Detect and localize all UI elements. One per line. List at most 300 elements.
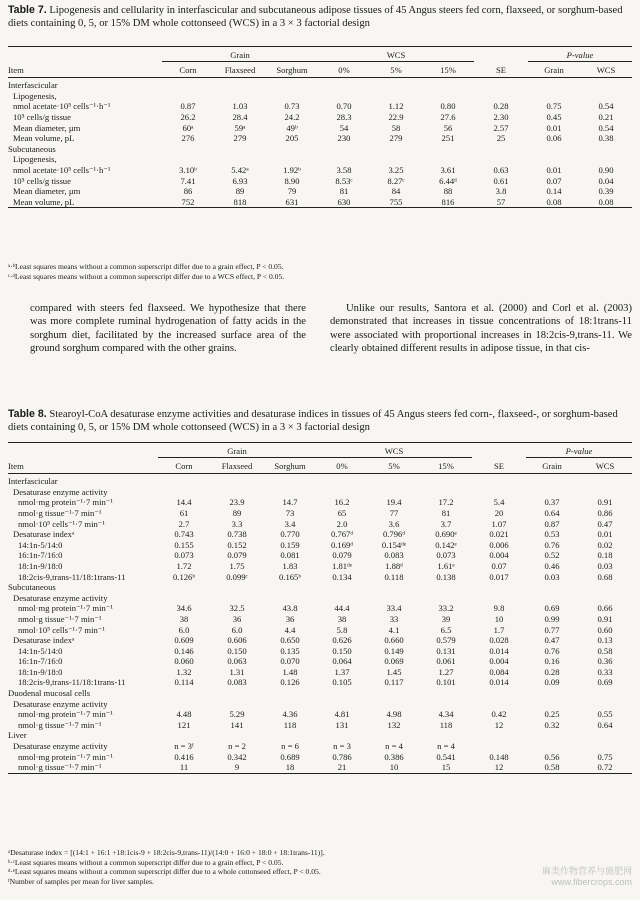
- cell-value: 118: [439, 719, 453, 730]
- cell-value: 0.21: [598, 111, 614, 122]
- cell-value: 0.150: [332, 645, 352, 656]
- cell-value: [318, 78, 370, 91]
- cell-value: [474, 78, 528, 91]
- cell-value: 58: [391, 122, 401, 133]
- group-header-wcs: WCS: [318, 47, 474, 62]
- cell-value: 0.68: [597, 571, 613, 582]
- cell-value: 0.099ᶜ: [226, 571, 248, 582]
- row-label: nmol·g tissue⁻¹·7 min⁻¹: [18, 507, 102, 518]
- cell-value: 4.1: [388, 624, 400, 635]
- cell-value: 630: [318, 197, 370, 208]
- cell-value: 132: [387, 719, 401, 730]
- group-header-blank: [474, 47, 528, 62]
- row-label: Subcutaneous: [8, 582, 56, 593]
- cell-value: 0.117: [384, 677, 404, 688]
- cell-value: 59ᵃ: [234, 122, 246, 133]
- cell-value: 8.27ᶜ: [387, 175, 405, 186]
- cell-value: [526, 474, 578, 487]
- cell-value: 0.150: [227, 645, 247, 656]
- cell-value: 1.07: [491, 518, 507, 529]
- cell-value: 1.27: [438, 666, 454, 677]
- cell-value: 3.25: [388, 164, 404, 175]
- cell-value: [526, 593, 578, 604]
- cell-value: 0.609: [174, 635, 194, 646]
- group-header-wcs: WCS: [316, 443, 472, 458]
- row-label: Mean diameter, µm: [13, 122, 81, 133]
- cell-value: 0.660: [384, 635, 404, 646]
- cell-value: 38: [337, 613, 347, 624]
- cell-value: 0.53: [544, 529, 560, 540]
- cell-value: [526, 730, 578, 741]
- cell-value: 77: [389, 507, 399, 518]
- table-row: [8, 614, 632, 625]
- cell-value: [210, 593, 264, 604]
- table-row: [8, 186, 632, 197]
- cell-value: 3.3: [231, 518, 243, 529]
- cell-value: 0.87: [180, 101, 196, 112]
- row-label: Liver: [8, 730, 27, 741]
- cell-value: 818: [214, 197, 266, 208]
- cell-value: 15: [420, 762, 472, 773]
- cell-value: 9.8: [493, 603, 505, 614]
- watermark-line-2: www.fibercrops.com: [551, 877, 632, 887]
- cell-value: 0.626: [332, 635, 352, 646]
- cell-value: 0.021: [489, 529, 509, 540]
- section-row: [8, 154, 632, 165]
- cell-value: 0.47: [597, 518, 613, 529]
- cell-value: 0.08: [528, 197, 580, 208]
- cell-value: [316, 487, 368, 498]
- cell-value: 0.014: [489, 645, 509, 656]
- cell-value: 3.4: [284, 518, 296, 529]
- row-label: nmol·10⁵ cells⁻¹·7 min⁻¹: [18, 518, 105, 529]
- table-row: [8, 519, 632, 530]
- table-row: [8, 176, 632, 187]
- cell-value: 1.81ᵈᵉ: [332, 560, 352, 571]
- cell-value: [526, 688, 578, 699]
- table-row: [8, 741, 632, 752]
- row-label: 18:2cis-9,trans-11/18:1trans-11: [18, 677, 126, 688]
- cell-value: [580, 91, 632, 102]
- cell-value: 251: [441, 133, 455, 144]
- cell-value: [210, 474, 264, 487]
- cell-value: [578, 593, 632, 604]
- cell-value: 1.61ᵉ: [437, 560, 455, 571]
- cell-value: [264, 730, 316, 741]
- row-label: nmol·10⁵ cells⁻¹·7 min⁻¹: [18, 624, 105, 635]
- cell-value: 3.8: [495, 186, 507, 197]
- cell-value: [316, 474, 368, 487]
- column-header-row: [8, 457, 632, 474]
- cell-value: [526, 699, 578, 710]
- cell-value: [528, 91, 580, 102]
- cell-value: [210, 582, 264, 593]
- table7-label: Table 7.: [8, 4, 47, 16]
- cell-value: [318, 91, 370, 102]
- column-header: WCS: [580, 61, 632, 78]
- row-label: nmol acetate·10⁵ cells⁻¹·h⁻¹: [13, 101, 111, 112]
- cell-value: [578, 741, 632, 752]
- cell-value: 0.134: [332, 571, 352, 582]
- cell-value: 755: [370, 197, 422, 208]
- cell-value: 4.34: [438, 709, 454, 720]
- table-row: [8, 561, 632, 572]
- cell-value: 0.079: [332, 550, 352, 561]
- cell-value: 0.796ᵈ: [382, 529, 405, 540]
- group-header-blank: [8, 47, 162, 62]
- cell-value: 631: [266, 197, 318, 208]
- cell-value: 33.4: [386, 603, 402, 614]
- cell-value: 0.146: [174, 645, 194, 656]
- column-header: 5%: [370, 61, 422, 78]
- cell-value: 0.028: [489, 635, 509, 646]
- cell-value: 0.69: [597, 677, 613, 688]
- cell-value: 0.01: [546, 122, 562, 133]
- cell-value: 0.416: [174, 751, 194, 762]
- cell-value: 25: [496, 133, 506, 144]
- cell-value: 0.154ᵈᵉ: [381, 539, 407, 550]
- cell-value: 0.061: [436, 656, 456, 667]
- cell-value: [162, 91, 214, 102]
- cell-value: 0.004: [489, 550, 509, 561]
- cell-value: 3.10ᵇ: [179, 164, 197, 175]
- cell-value: 0.90: [598, 164, 614, 175]
- cell-value: 121: [177, 719, 191, 730]
- cell-value: 32.5: [229, 603, 245, 614]
- cell-value: 6.93: [232, 175, 248, 186]
- table-row: [8, 656, 632, 667]
- cell-value: 34.6: [176, 603, 192, 614]
- cell-value: [578, 730, 632, 741]
- cell-value: [264, 487, 316, 498]
- table8-caption-text: Stearoyl-CoA desaturase enzyme activities and desaturase indices in tissues of 45 Angus steers fed corn-, flaxseed-, or sorghum-based diets containing 0, 5, or 15% DM whole cottonseed (WCS) in a 3 × 3 factorial design: [8, 409, 618, 433]
- cell-value: 205: [285, 133, 299, 144]
- table-row: [8, 123, 632, 134]
- cell-value: [214, 91, 266, 102]
- cell-value: 36: [285, 613, 295, 624]
- cell-value: [528, 78, 580, 91]
- cell-value: 65: [337, 507, 347, 518]
- cell-value: [368, 730, 420, 741]
- cell-value: [214, 154, 266, 165]
- row-label: Lipogenesis,: [13, 154, 57, 165]
- cell-value: 0.54: [598, 122, 614, 133]
- row-label: 18:2cis-9,trans-11/18:1trans-11: [18, 571, 126, 582]
- cell-value: 0.014: [489, 677, 509, 688]
- row-label: Mean diameter, µm: [13, 186, 81, 197]
- cell-value: [214, 78, 266, 91]
- cell-value: [420, 730, 472, 741]
- footnote: ᵃ·ᵇLeast squares means without a common superscript differ due to a grain effect, P < 0.05.: [8, 262, 284, 271]
- cell-value: 0.650: [280, 635, 300, 646]
- row-label: Mean volume, pL: [8, 197, 162, 208]
- cell-value: [266, 78, 318, 91]
- cell-value: [162, 144, 214, 155]
- cell-value: 0.006: [489, 539, 509, 550]
- cell-value: 141: [230, 719, 244, 730]
- group-header-row: [8, 47, 632, 62]
- cell-value: 0.02: [597, 539, 613, 550]
- cell-value: [474, 144, 528, 155]
- cell-value: 20: [494, 507, 504, 518]
- cell-value: 0.03: [597, 560, 613, 571]
- cell-value: 0.25: [544, 709, 560, 720]
- cell-value: [472, 582, 526, 593]
- cell-value: 0.16: [544, 656, 560, 667]
- section-row: [8, 474, 632, 487]
- cell-value: n = 3: [333, 741, 351, 752]
- cell-value: 89: [235, 186, 245, 197]
- row-label: Interfascicular: [8, 476, 58, 487]
- cell-value: 0.159: [280, 539, 300, 550]
- cell-value: 0.58: [597, 645, 613, 656]
- cell-value: [368, 688, 420, 699]
- row-label: 16:1n-7/16:0: [18, 656, 63, 667]
- cell-value: [578, 688, 632, 699]
- cell-value: 0.770: [280, 529, 300, 540]
- cell-value: 9: [210, 762, 264, 773]
- column-header: 0%: [318, 61, 370, 78]
- cell-value: 0.76: [544, 645, 560, 656]
- cell-value: 0.101: [436, 677, 456, 688]
- row-label: Desaturase enzyme activity: [13, 486, 108, 497]
- table-row: [8, 529, 632, 540]
- cell-value: n = 4: [437, 741, 455, 752]
- cell-value: 81: [339, 186, 349, 197]
- cell-value: 28.3: [336, 111, 352, 122]
- table-row: [8, 646, 632, 657]
- cell-value: 0.743: [174, 529, 194, 540]
- column-header: Item: [8, 457, 158, 474]
- cell-value: 0.579: [436, 635, 456, 646]
- cell-value: 0.165ᵇ: [279, 571, 301, 582]
- cell-value: 0.13: [597, 635, 613, 646]
- cell-value: [266, 154, 318, 165]
- cell-value: 0.689: [280, 751, 300, 762]
- cell-value: 0.169ᵈ: [330, 539, 353, 550]
- row-label: nmol·g tissue⁻¹·7 min⁻¹: [18, 613, 102, 624]
- column-header-row: [8, 61, 632, 78]
- cell-value: [316, 582, 368, 593]
- cell-value: 33: [389, 613, 399, 624]
- section-row: [8, 730, 632, 741]
- cell-value: 3.6: [388, 518, 400, 529]
- table7-caption: [8, 4, 632, 30]
- cell-value: 0.083: [227, 677, 247, 688]
- table-row: [8, 677, 632, 688]
- cell-value: 0.45: [546, 111, 562, 122]
- cell-value: 0.07: [491, 560, 507, 571]
- row-label: nmol acetate·10⁵ cells⁻¹·h⁻¹: [13, 164, 111, 175]
- cell-value: 22.9: [388, 111, 404, 122]
- row-label: 16:1n-7/16:0: [18, 550, 63, 561]
- body-text-left: compared with steers fed flaxseed. We hypothesize that there was more complete ruminal hydrogenation of fatty acids in the sorghum diet, facilitated by the increased surface area of the ground sorghum compared with the other grains.: [30, 303, 306, 355]
- cell-value: 0.28: [544, 666, 560, 677]
- table-row: [8, 550, 632, 561]
- cell-value: 0.073: [174, 550, 194, 561]
- section-row: [8, 582, 632, 593]
- watermark: [542, 866, 632, 888]
- table-row: [8, 497, 632, 508]
- cell-value: 6.0: [178, 624, 190, 635]
- cell-value: 38: [179, 613, 189, 624]
- cell-value: [264, 699, 316, 710]
- cell-value: 2.7: [178, 518, 190, 529]
- cell-value: [420, 474, 472, 487]
- column-header: Flaxseed: [210, 457, 264, 474]
- table-row: [8, 165, 632, 176]
- group-header-pvalue: P-value: [528, 47, 632, 62]
- row-label: nmol·g tissue⁻¹·7 min⁻¹: [18, 719, 102, 730]
- row-label: nmol·mg protein⁻¹·7 min⁻¹: [18, 603, 113, 614]
- cell-value: 36: [232, 613, 242, 624]
- cell-value: [264, 593, 316, 604]
- cell-value: [264, 582, 316, 593]
- cell-value: 0.36: [597, 656, 613, 667]
- cell-value: [472, 593, 526, 604]
- cell-value: 0.690ᵉ: [435, 529, 457, 540]
- table-row: [8, 762, 632, 773]
- cell-value: 1.7: [493, 624, 505, 635]
- cell-value: 0.767ᵈ: [330, 529, 353, 540]
- cell-value: [316, 730, 368, 741]
- cell-value: 10: [368, 762, 420, 773]
- cell-value: [422, 154, 474, 165]
- cell-value: [316, 593, 368, 604]
- cell-value: n = 4: [385, 741, 403, 752]
- table-row: [8, 572, 632, 583]
- cell-value: 0.69: [544, 603, 560, 614]
- cell-value: 1.32: [176, 666, 192, 677]
- cell-value: [210, 699, 264, 710]
- cell-value: 8.53ᶜ: [335, 175, 353, 186]
- cell-value: [214, 144, 266, 155]
- cell-value: 1.12: [388, 101, 404, 112]
- cell-value: [420, 699, 472, 710]
- cell-value: 0.86: [597, 507, 613, 518]
- row-label: 14:1n-5/14:0: [18, 645, 63, 656]
- cell-value: 0.87: [544, 518, 560, 529]
- cell-value: 0.01: [546, 164, 562, 175]
- cell-value: 0.155: [174, 539, 194, 550]
- section-row: [8, 699, 632, 710]
- cell-value: [158, 593, 210, 604]
- group-header-grain: Grain: [162, 47, 318, 62]
- cell-value: [580, 154, 632, 165]
- cell-value: 0.28: [493, 101, 509, 112]
- cell-value: 752: [162, 197, 214, 208]
- section-row: [8, 144, 632, 155]
- cell-value: [264, 474, 316, 487]
- row-label: Interfascicular: [8, 80, 58, 91]
- row-label: 10⁵ cells/g tissue: [13, 175, 71, 186]
- cell-value: 3.58: [336, 164, 352, 175]
- cell-value: 84: [391, 186, 401, 197]
- cell-value: [472, 474, 526, 487]
- cell-value: 4.48: [176, 709, 192, 720]
- footnote: ᶠNumber of samples per mean for liver samples.: [8, 876, 154, 886]
- cell-value: [422, 144, 474, 155]
- cell-value: 12: [472, 762, 526, 773]
- cell-value: [526, 582, 578, 593]
- cell-value: 14.7: [282, 497, 298, 508]
- cell-value: 79: [287, 186, 297, 197]
- cell-value: 0.73: [284, 101, 300, 112]
- cell-value: [420, 487, 472, 498]
- cell-value: 0.135: [280, 645, 300, 656]
- table-row: [8, 603, 632, 614]
- cell-value: 0.64: [597, 719, 613, 730]
- cell-value: 0.131: [436, 645, 456, 656]
- cell-value: 1.45: [386, 666, 402, 677]
- cell-value: [578, 474, 632, 487]
- cell-value: 10: [494, 613, 504, 624]
- section-row: [8, 593, 632, 604]
- cell-value: 16.2: [334, 497, 350, 508]
- column-header: Flaxseed: [214, 61, 266, 78]
- cell-value: 49ᵇ: [286, 122, 298, 133]
- cell-value: [472, 730, 526, 741]
- cell-value: 27.6: [440, 111, 456, 122]
- cell-value: 0.06: [546, 133, 562, 144]
- table-row: [8, 112, 632, 123]
- cell-value: 0.138: [436, 571, 456, 582]
- cell-value: 89: [232, 507, 242, 518]
- column-header: Item: [8, 61, 162, 78]
- cell-value: 0.42: [491, 709, 507, 720]
- cell-value: 0.66: [597, 603, 613, 614]
- cell-value: 0.60: [597, 624, 613, 635]
- cell-value: 39: [441, 613, 451, 624]
- cell-value: 1.83: [282, 560, 298, 571]
- cell-value: 21: [316, 762, 368, 773]
- row-label: Mean volume, pL: [13, 133, 75, 144]
- column-header: SE: [472, 457, 526, 474]
- table-row: [8, 667, 632, 678]
- cell-value: [474, 154, 528, 165]
- cell-value: 0.541: [436, 751, 456, 762]
- table-row: [8, 635, 632, 646]
- cell-value: 1.03: [232, 101, 248, 112]
- cell-value: 0.54: [598, 101, 614, 112]
- table-row: [8, 709, 632, 720]
- cell-value: 6.5: [440, 624, 452, 635]
- table7-caption-text: Lipogenesis and cellularity in interfascicular and subcutaneous adipose tissues of 45 Angus steers fed corn, flaxseed, or sorghum-based diets containing 0, 5, or 15% DM whole cottonseed (WCS) in a 3 × 3 factorial design: [8, 5, 623, 29]
- cell-value: [158, 487, 210, 498]
- group-header-blank: [472, 443, 526, 458]
- column-header: SE: [474, 61, 528, 78]
- cell-value: 0.786: [332, 751, 352, 762]
- cell-value: [162, 154, 214, 165]
- group-header-grain: Grain: [158, 443, 316, 458]
- cell-value: n = 3ᶠ: [174, 741, 194, 752]
- cell-value: 0.75: [597, 751, 613, 762]
- cell-value: 0.33: [597, 666, 613, 677]
- row-label: Duodenal mucosal cells: [8, 688, 91, 699]
- cell-value: 17.2: [438, 497, 454, 508]
- cell-value: 23.9: [229, 497, 245, 508]
- cell-value: [528, 154, 580, 165]
- cell-value: 4.4: [284, 624, 296, 635]
- cell-value: 0.39: [598, 186, 614, 197]
- cell-value: 0.105: [332, 677, 352, 688]
- cell-value: 0.126ᵇ: [173, 571, 195, 582]
- cell-value: 57: [474, 197, 528, 208]
- cell-value: 3.61: [440, 164, 456, 175]
- table-row: [8, 197, 632, 208]
- cell-value: 0.114: [174, 677, 194, 688]
- cell-value: [472, 487, 526, 498]
